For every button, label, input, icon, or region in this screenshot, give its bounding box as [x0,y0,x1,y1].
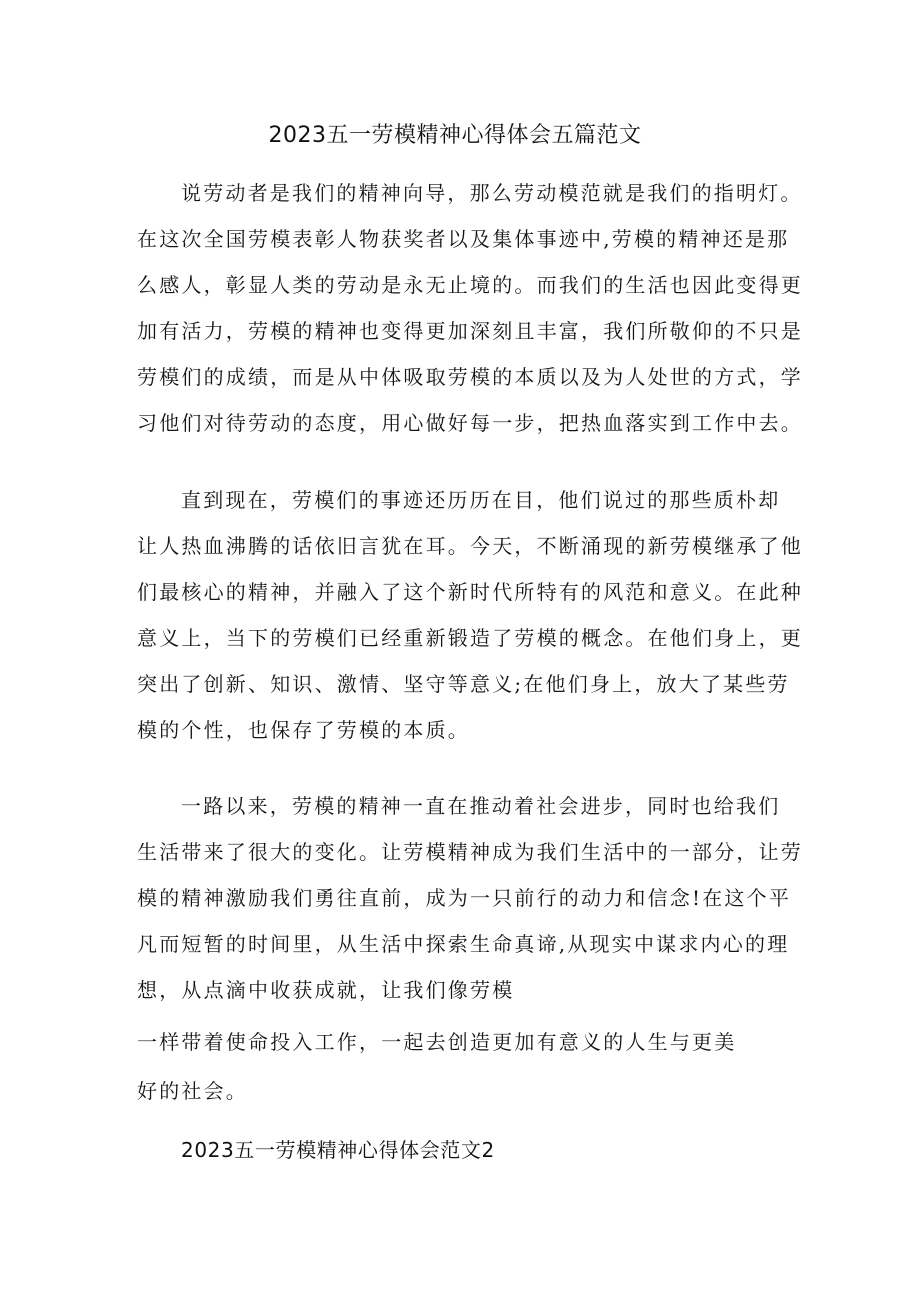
paragraph-line: 么感人，彰显人类的劳动是永无止境的。而我们的生活也因此变得更 [137,273,803,297]
section-heading: 2023五一劳模精神心得体会范文2 [181,1138,495,1162]
paragraph-1 [137,170,803,446]
paragraph-line: 凡而短暂的时间里，从生活中探索生命真谛,从现实中谋求内心的理 [137,932,790,956]
paragraph-line: 在这次全国劳模表彰人物获奖者以及集体事迹中,劳模的精神还是那 [137,227,790,251]
paragraph-line: 一路以来，劳模的精神一直在推动着社会进步，同时也给我们 [181,794,781,818]
paragraph-line: 让人热血沸腾的话依旧言犹在耳。今天，不断涌现的新劳模继承了他 [137,534,803,558]
paragraph-line: 好的社会。 [137,1079,248,1103]
paragraph-line: 劳模们的成绩，而是从中体吸取劳模的本质以及为人处世的方式，学 [137,365,803,389]
paragraph-3 [137,783,803,1013]
paragraph-line: 直到现在，劳模们的事迹还历历在目，他们说过的那些质朴却 [181,488,781,512]
paragraph-line: 模的精神激励我们勇往直前，成为一只前行的动力和信念!在这个平 [137,886,792,910]
paragraph-line: 加有活力，劳模的精神也变得更加深刻且丰富，我们所敬仰的不只是 [137,319,803,343]
paragraph-2 [137,477,803,753]
paragraph-line: 一样带着使命投入工作，一起去创造更加有意义的人生与更美 [137,1030,737,1054]
paragraph-3-end [137,1068,797,1114]
paragraph-3-continuation [137,1020,797,1064]
paragraph-line: 说劳动者是我们的精神向导，那么劳动模范就是我们的指明灯。 [181,181,803,205]
paragraph-line: 模的个性，也保存了劳模的本质。 [137,718,470,742]
paragraph-line: 们最核心的精神，并融入了这个新时代所特有的风范和意义。在此种 [137,580,803,604]
paragraph-line: 生活带来了很大的变化。让劳模精神成为我们生活中的一部分，让劳 [137,840,803,864]
paragraph-line: 突出了创新、知识、激情、坚守等意义;在他们身上，放大了某些劳 [137,672,790,696]
document-title: 2023五一劳模精神心得体会五篇范文 [268,123,642,148]
paragraph-line: 意义上，当下的劳模们已经重新锻造了劳模的概念。在他们身上，更 [137,626,803,650]
paragraph-line: 想，从点滴中收获成就，让我们像劳模 [137,978,515,1002]
paragraph-line: 习他们对待劳动的态度，用心做好每一步，把热血落实到工作中去。 [137,411,803,435]
